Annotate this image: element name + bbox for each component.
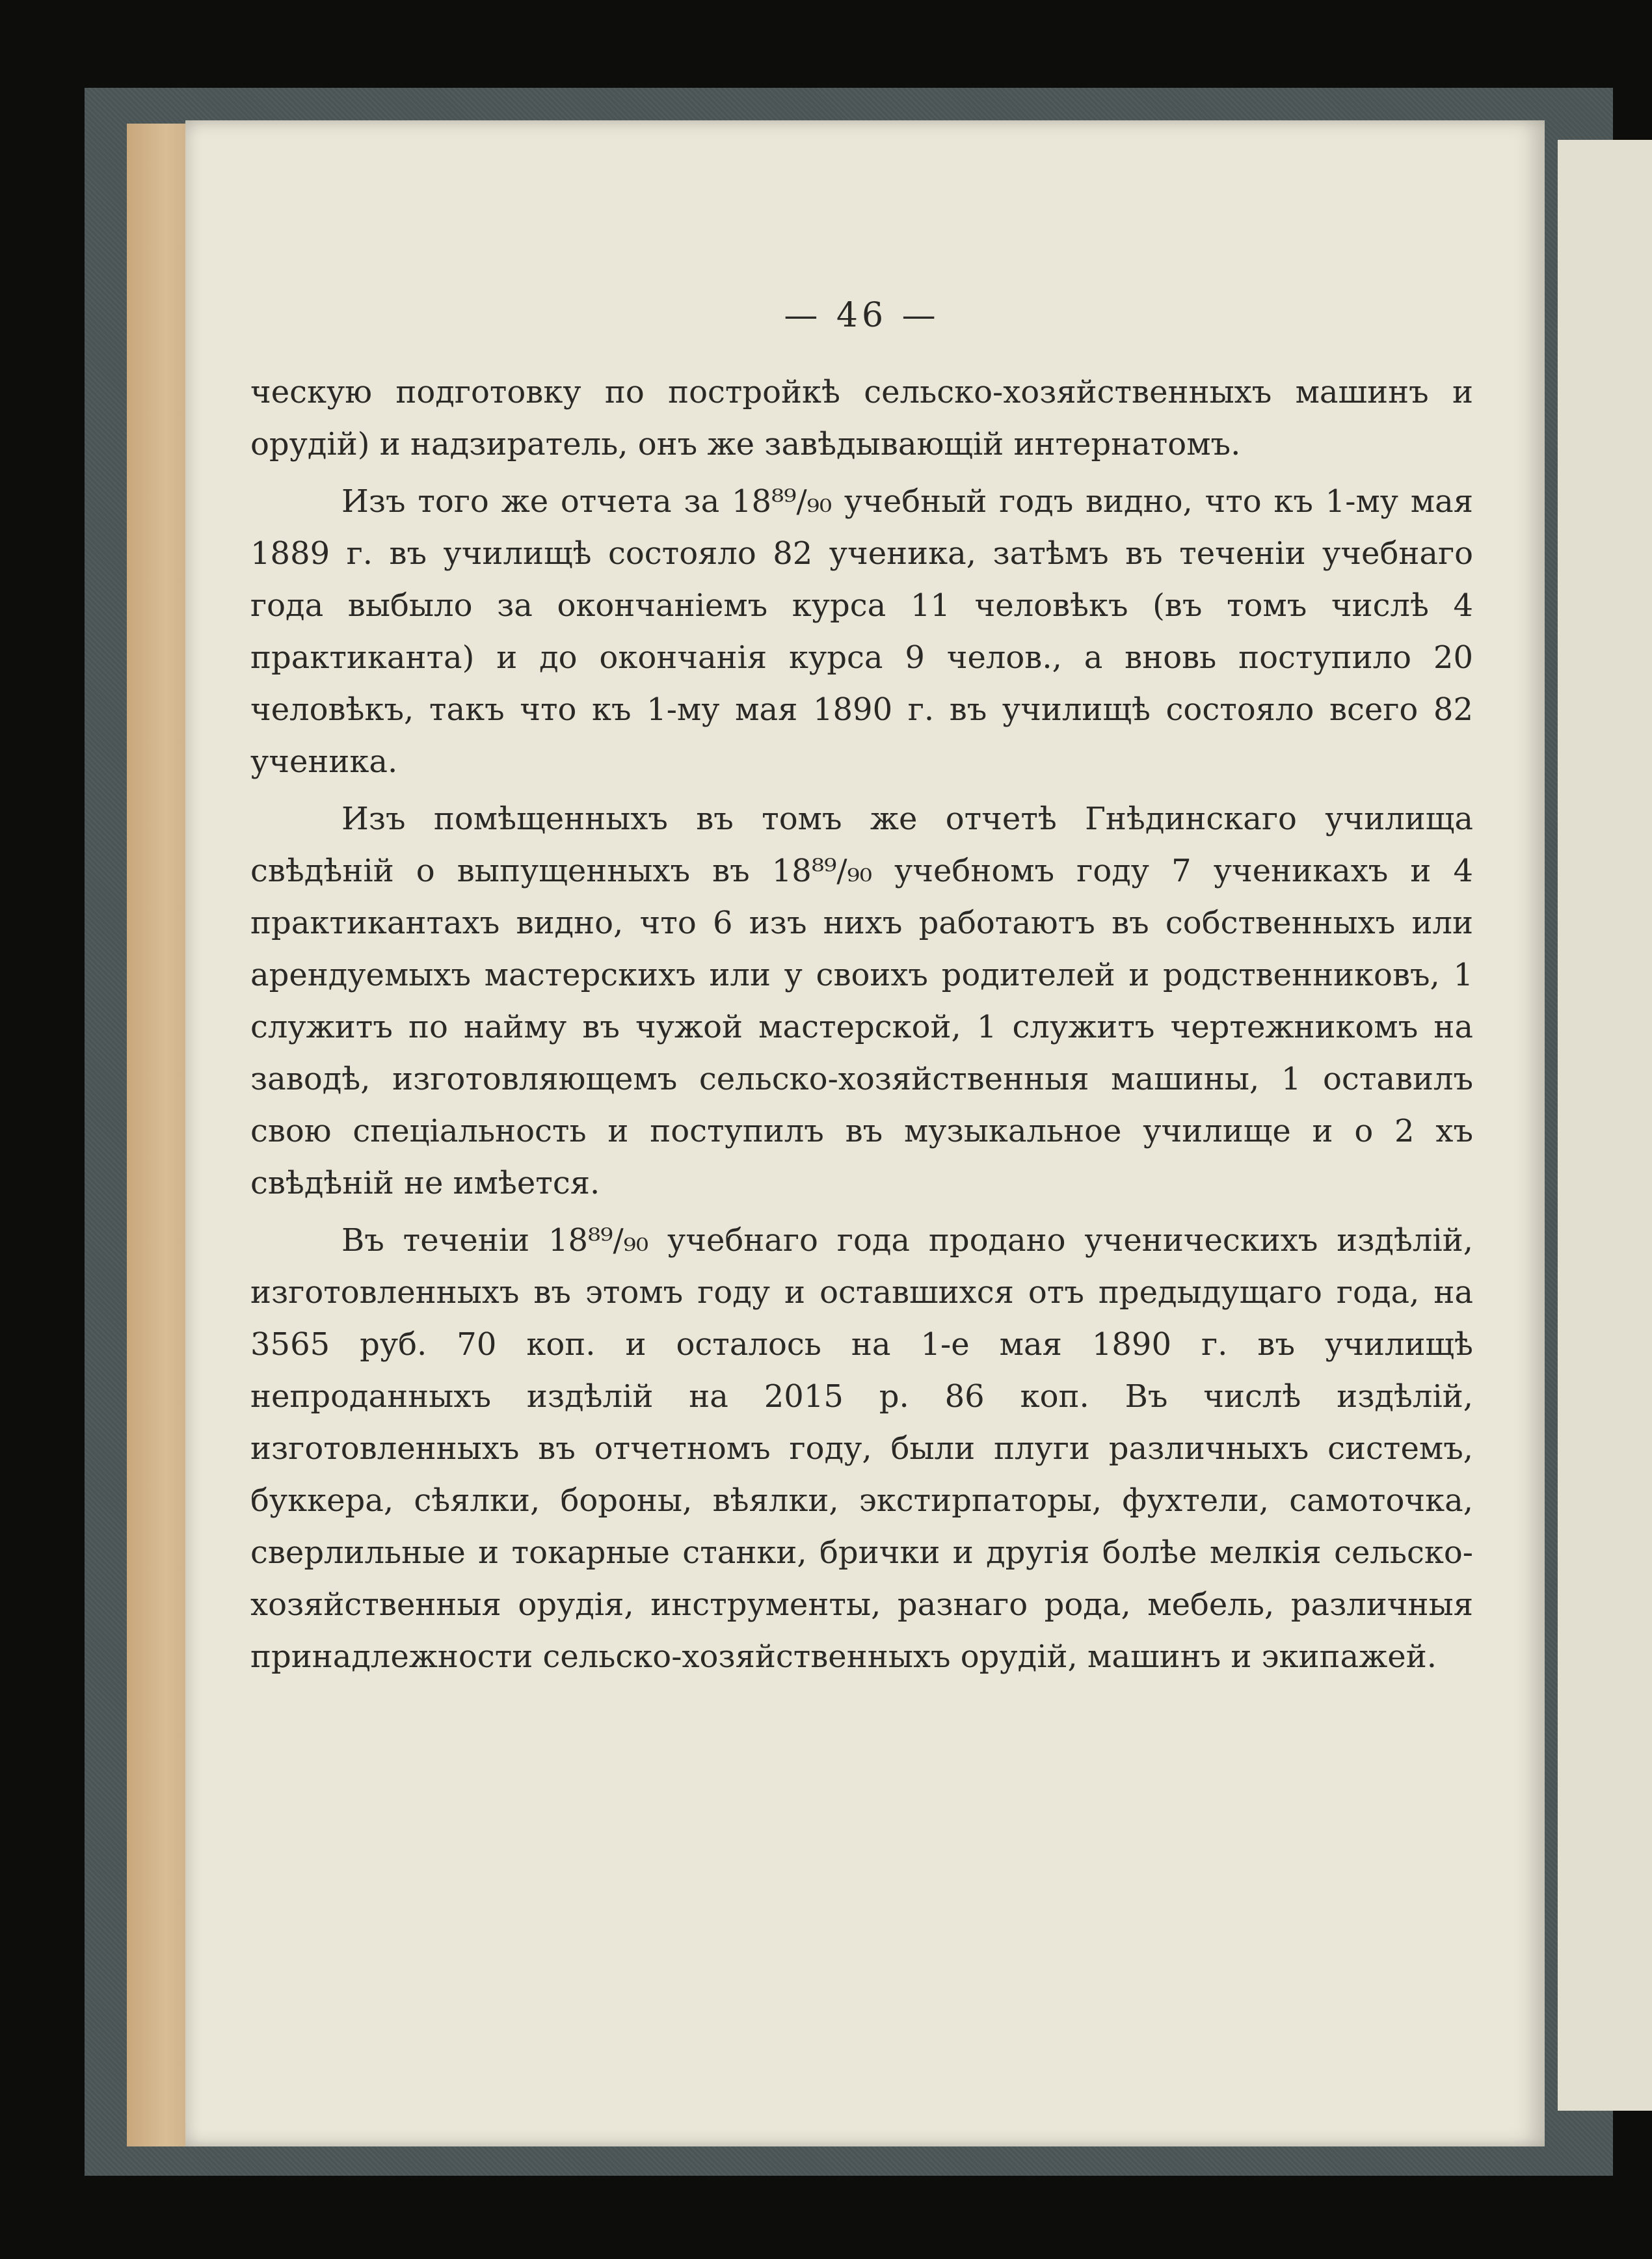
paragraph-4: Въ теченіи 18⁸⁹/₉₀ учебнаго года продано ученическихъ издѣлій, изготовленныхъ въ этомъ году и оставшихся отъ предыдущаго года, на 3565 руб. 70 коп. и осталось на 1-е мая 1890 г. въ училищѣ непроданныхъ издѣлій на 2015 р. 86 коп. Въ числѣ издѣлій, изготовленныхъ въ отчетномъ году, были плуги различныхъ системъ, буккера, сѣялки, бороны, вѣялки, экстирпаторы, фухтели, самоточка, сверлильные и токарные станки, брички и другія болѣе мелкія сельско-хозяйственныя орудія, инструменты, разнаго рода, мебель, различныя принадлежности сельско-хозяйственныхъ орудій, машинъ и экипажей. bbox=[250, 1222, 1473, 1675]
page-text bbox=[250, 296, 1473, 1688]
next-page-edge bbox=[1558, 140, 1652, 2111]
paragraph-2: Изъ того же отчета за 18⁸⁹/₉₀ учебный годъ видно, что къ 1-му мая 1889 г. въ училищѣ состояло 82 ученика, затѣмъ въ теченіи учебнаго года выбыло за окончаніемъ курса 11 человѣкъ (въ томъ числѣ 4 практиканта) и до окончанія курса 9 челов., а вновь поступило 20 человѣкъ, такъ что къ 1-му мая 1890 г. въ училищѣ состояло всего 82 ученика. bbox=[250, 483, 1473, 780]
page-number: — 46 — bbox=[784, 296, 940, 335]
paragraph-3: Изъ помѣщенныхъ въ томъ же отчетѣ Гнѣдинскаго училища свѣдѣній о выпущенныхъ въ 18⁸⁹/₉₀ учебномъ году 7 ученикахъ и 4 практикантахъ видно, что 6 изъ нихъ работаютъ въ собственныхъ или арендуемыхъ мастерскихъ или у своихъ родителей и родственниковъ, 1 служитъ по найму въ чужой мастерской, 1 служитъ чертежникомъ на заводѣ, изготовляющемъ сельско-хозяйственныя машины, 1 оставилъ свою спеціальность и поступилъ въ музыкальное училище и о 2 хъ свѣдѣній не имѣется. bbox=[250, 801, 1473, 1201]
page-edge bbox=[127, 124, 192, 2146]
paragraph-1: ческую подготовку по постройкѣ сельско-хозяйственныхъ машинъ и орудій) и надзиратель, онъ же завѣдывающій интернатомъ. bbox=[250, 374, 1473, 462]
